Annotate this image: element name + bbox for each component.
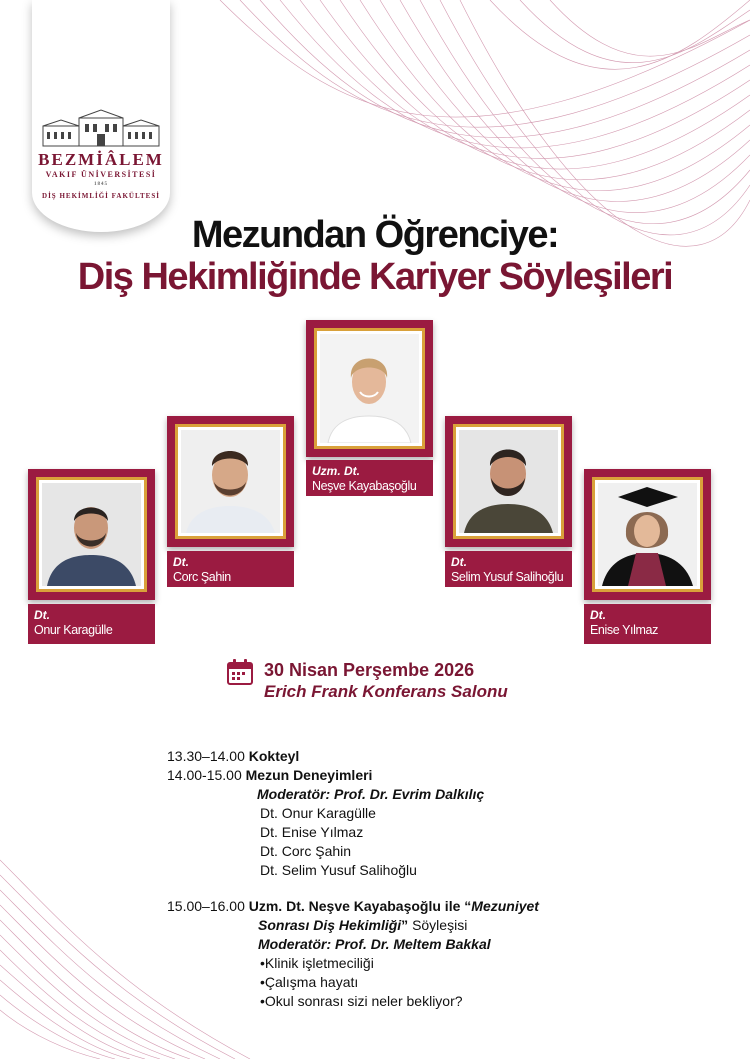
program-item: •Çalışma hayatı: [260, 974, 359, 990]
speaker-title: Dt.: [451, 555, 467, 569]
calendar-icon: [226, 658, 254, 686]
event-venue: Erich Frank Konferans Salonu: [264, 682, 508, 701]
speaker-name: Neşve Kayabaşoğlu: [312, 479, 417, 493]
program-speaker: Dt. Onur Karagülle: [260, 805, 376, 821]
program-suffix: Söyleşisi: [412, 917, 468, 933]
program-speaker: Dt. Selim Yusuf Salihoğlu: [260, 862, 417, 878]
page-title-line2: Diş Hekimliğinde Kariyer Söyleşileri: [77, 256, 673, 298]
speaker-photo: [459, 430, 558, 533]
logo-name-line2: VAKIF ÜNİVERSİTESİ: [45, 170, 157, 179]
program-item: •Okul sonrası sizi neler bekliyor?: [260, 993, 463, 1009]
speaker-photo: [42, 483, 141, 586]
program-time: 15.00–16.00: [167, 898, 245, 914]
speaker-frame-selim: [445, 416, 572, 547]
speaker-name: Selim Yusuf Salihoğlu: [451, 570, 564, 584]
speaker-title: Uzm. Dt.: [312, 464, 360, 478]
speaker-name: Onur Karagülle: [34, 623, 113, 637]
program-intro: Uzm. Dt. Neşve Kayabaşoğlu ile: [248, 898, 461, 914]
program-time: 14.00-15.00: [167, 767, 242, 783]
speaker-frame-corc: [167, 416, 294, 547]
speaker-plate-nesve: [306, 460, 433, 496]
speaker-frame-enise: [584, 469, 711, 600]
logo-tab: [32, 0, 170, 232]
program-row-2: [167, 767, 372, 783]
speaker-title: Dt.: [173, 555, 189, 569]
logo-name-line1: BEZMİÂLEM: [38, 150, 164, 169]
speaker-title: Dt.: [34, 608, 50, 622]
event-date: 30 Nisan Perşembe 2026: [264, 660, 475, 680]
speaker-frame-nesve: [306, 320, 433, 457]
wave-pattern-bottom-icon: [0, 840, 260, 1059]
page-title-line1: Mezundan Öğrenciye:: [191, 214, 559, 256]
program-topic-a: Mezuniyet: [471, 898, 539, 914]
program-row-3-cont: [258, 917, 467, 933]
program-moderator: Moderatör: Prof. Dr. Evrim Dalkılıç: [257, 786, 485, 802]
program-row-1: [167, 748, 299, 764]
speaker-photo: [320, 334, 419, 443]
speaker-plate-onur: [28, 604, 155, 644]
speaker-name: Enise Yılmaz: [590, 623, 658, 637]
quote-close: ”: [401, 917, 409, 933]
speaker-photo: [181, 430, 280, 533]
program-row-3: [167, 898, 539, 914]
program-topic-b: Sonrası Diş Hekimliği: [258, 917, 402, 933]
program-item: •Klinik işletmeciliği: [260, 955, 374, 971]
program-title: Mezun Deneyimleri: [245, 767, 373, 783]
logo-year: 1845: [94, 182, 108, 187]
building-icon: [39, 108, 163, 148]
speaker-plate-corc: [167, 551, 294, 587]
program-time: 13.30–14.00: [167, 748, 245, 764]
program-moderator: Moderatör: Prof. Dr. Meltem Bakkal: [258, 936, 491, 952]
program-title: Kokteyl: [248, 748, 300, 764]
speaker-name: Corc Şahin: [173, 570, 231, 584]
program-speaker: Dt. Corc Şahin: [260, 843, 352, 859]
speaker-title: Dt.: [590, 608, 606, 622]
speaker-frame-onur: [28, 469, 155, 600]
speaker-plate-selim: [445, 551, 572, 587]
program-speaker: Dt. Enise Yılmaz: [260, 824, 364, 840]
speaker-plate-enise: [584, 604, 711, 644]
logo-name-line3: DİŞ HEKİMLİĞİ FAKÜLTESİ: [42, 192, 160, 200]
speaker-photo: [598, 483, 697, 586]
quote-open: “: [464, 898, 472, 914]
